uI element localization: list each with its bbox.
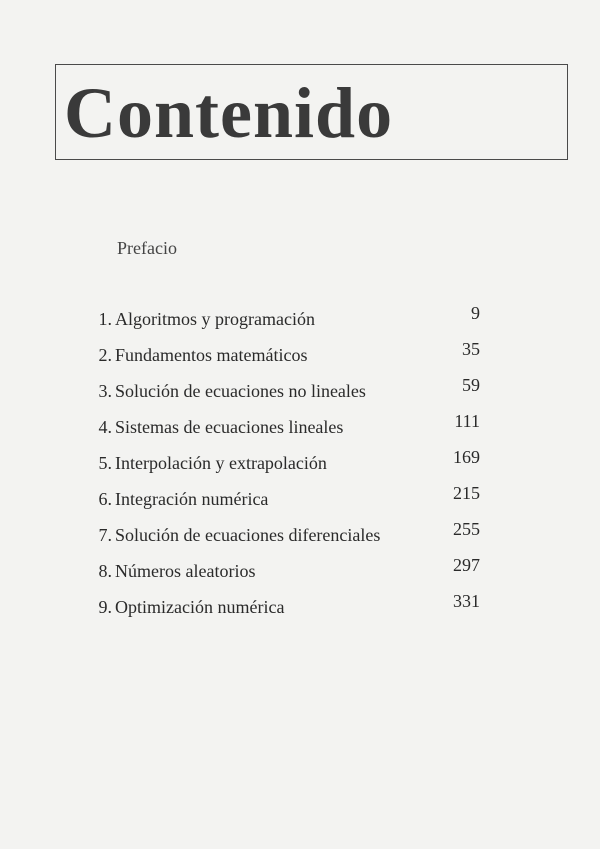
toc-chapter-number: 1. (98, 309, 112, 329)
toc-page-number: 255 (453, 519, 480, 539)
toc-row (90, 411, 480, 441)
toc-row (90, 339, 480, 369)
toc-page-number: 169 (453, 447, 480, 467)
toc-row (90, 591, 480, 621)
toc-chapter-title: Números aleatorios (115, 561, 256, 581)
toc-row (90, 303, 480, 333)
toc-chapter-number: 8. (98, 561, 112, 581)
toc-row (90, 447, 480, 477)
toc-chapter-title: Algoritmos y programación (115, 309, 315, 329)
toc-page-number: 111 (454, 411, 480, 431)
toc-chapter-title: Sistemas de ecuaciones lineales (115, 417, 344, 437)
toc-page-number: 331 (453, 591, 480, 611)
toc-chapter-number: 5. (98, 453, 112, 473)
page-title: Contenido (64, 73, 394, 153)
toc-page-number: 297 (453, 555, 480, 575)
toc-chapter-title: Interpolación y extrapolación (115, 453, 327, 473)
preface-label: Prefacio (117, 238, 177, 258)
toc-page-number: 9 (471, 303, 480, 323)
toc-chapter-title: Solución de ecuaciones diferenciales (115, 525, 381, 545)
toc-chapter-title: Solución de ecuaciones no lineales (115, 381, 366, 401)
toc-chapter-number: 6. (98, 489, 112, 509)
toc-row (90, 483, 480, 513)
toc-chapter-number: 3. (98, 381, 112, 401)
toc-row (90, 555, 480, 585)
toc-chapter-number: 7. (98, 525, 112, 545)
toc-chapter-number: 4. (98, 417, 112, 437)
toc-page-number: 215 (453, 483, 480, 503)
toc-row (90, 375, 480, 405)
toc-chapter-title: Integración numérica (115, 489, 269, 509)
toc-chapter-title: Optimización numérica (115, 597, 285, 617)
toc-page-number: 59 (462, 375, 480, 395)
toc-page-number: 35 (462, 339, 480, 359)
toc-chapter-number: 9. (98, 597, 112, 617)
toc-chapter-title: Fundamentos matemáticos (115, 345, 308, 365)
toc-row (90, 519, 480, 549)
toc-chapter-number: 2. (98, 345, 112, 365)
